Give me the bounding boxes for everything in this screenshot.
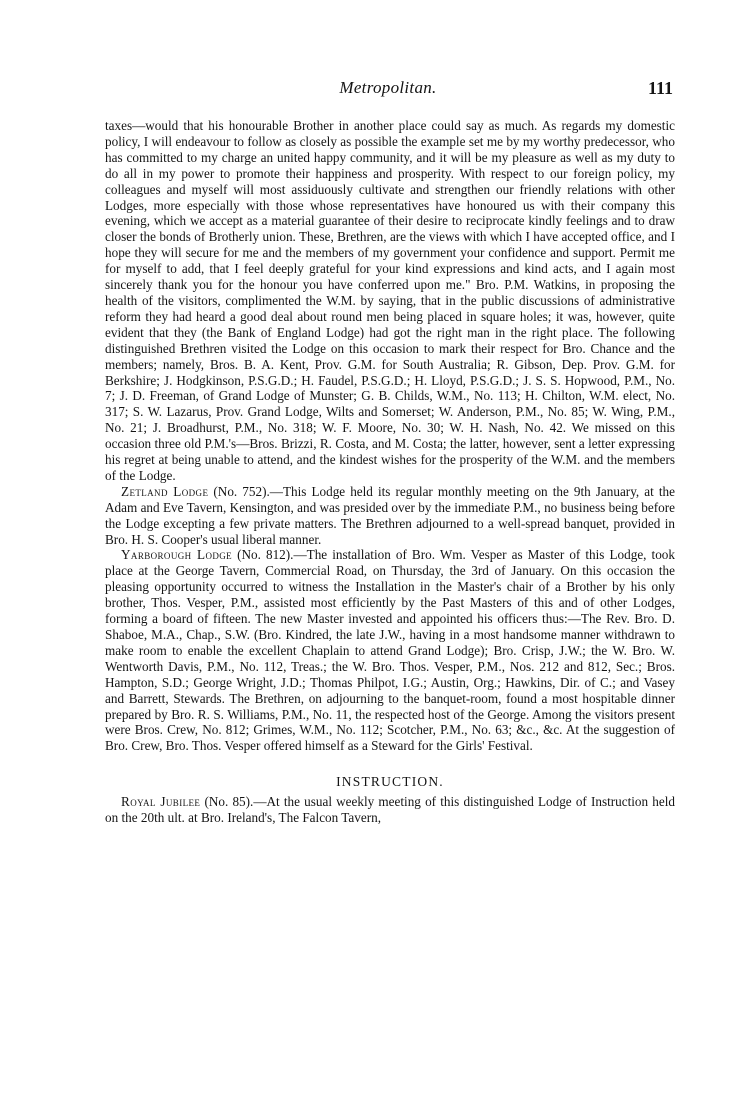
- paragraph-text: (No. 85).—At the usual weekly meeting of this distinguished Lodge of Instruction held on the 20th ult. at Bro. Ireland's, The Falcon Tavern,: [105, 794, 675, 826]
- paragraph-text: (No. 752).—This Lodge held its regular monthly meeting on the 9th January, at the Adam and Eve Tavern, Kensington, and was presided over by the immediate P.M., no business being before the Lodge excepting a few private matters. The Brethren adjourned to a well-spread banquet, provided in Bro. H. S. Cooper's usual liberal manner.: [105, 483, 675, 547]
- lodge-name: Royal Jubilee: [121, 794, 201, 810]
- paragraph-yarborough-lodge: [105, 547, 675, 754]
- paragraph-continued-speech: [105, 118, 675, 484]
- paragraph-royal-jubilee: [105, 794, 675, 826]
- article-body: [105, 118, 675, 826]
- running-title: Metropolitan.: [339, 78, 437, 97]
- running-head: [103, 78, 673, 104]
- section-heading: INSTRUCTION.: [336, 774, 444, 790]
- paragraph-text: taxes—would that his honourable Brother in another place could say as much. As regards my domestic policy, I will endeavour to follow as closely as possible the example set me by my worthy predecessor, who has committed to my charge an united happy community, and it will be my pleasure as well as my duty to do all in my power to promote their happiness and prosperity. With respect to our foreign policy, my colleagues and myself will most assiduously cultivate and strengthen our friendly relations with other Lodges, more especially with those whose representatives have honoured us with their company this evening, which we accept as a material guarantee of their desire to reciprocate kindly feelings and to draw closer the bonds of Brotherly union. These, Brethren, are the views with which I have accepted office, and I hope they will secure for me and the members of my government your confidence and support. Permit me for myself to add, that I feel deeply grateful for your kind expressions and kind acts, and I again most sincerely thank you for the honour you have conferred upon me." Bro. P.M. Watkins, in proposing the health of the visitors, complimented the W.M. by saying, that in the public discussions of administrative reform they had heard a good deal about round men being placed in square holes; it was, however, quite evident that they (the Bank of England Lodge) had got the right man in the right place. The following distinguished Brethren visited the Lodge on this occasion to mark their respect for Bro. Chance and the members; namely, Bros. B. A. Kent, Prov. G.M. for South Australia; R. Gibson, Dep. Prov. G.M. for Berkshire; J. Hodgkinson, P.S.G.D.; H. Faudel, P.S.G.D.; H. Lloyd, P.S.G.D.; J. S. S. Hopwood, P.M., No. 7; J. D. Freeman, of Grand Lodge of Munster; G. B. Childs, W.M., No. 113; H. Chilton, W.M. elect, No. 317; S. W. Lazarus, Prov. Grand Lodge, Wilts and Somerset; W. Anderson, P.M., No. 85; W. Wing, P.M., No. 21; J. Broadhurst, P.M., No. 318; W. F. Moore, No. 30; W. H. Nash, No. 42. We missed on this occasion three old P.M.'s—Bros. Brizzi, R. Costa, and M. Costa; the latter, however, sent a letter expressing his regret at being unable to attend, and the kindest wishes for the prosperity of the W.M. and the members of the Lodge.: [105, 118, 675, 483]
- lodge-name: Zetland Lodge: [121, 483, 209, 499]
- lodge-name: Yarborough Lodge: [121, 547, 233, 563]
- page-number: 111: [647, 78, 673, 98]
- paragraph-zetland-lodge: [105, 484, 675, 548]
- paragraph-text: (No. 812).—The installation of Bro. Wm. Vesper as Master of this Lodge, took place at the George Tavern, Commercial Road, on Thursday, the 3rd of January. On this occasion the pleasing opportunity occurred to witness the Installation in the Master's chair of a Brother by his only brother, Thos. Vesper, P.M., assisted most efficiently by the Past Masters of this and of other Lodges, forming a board of fifteen. The new Master invested and appointed his officers thus:—The Rev. Bro. D. Shaboe, M.A., Chap., S.W. (Bro. Kindred, the late J.W., having in a most handsome manner withdrawn to make room to enable the excellent Chaplain to attend Grand Lodge); Bro. Crisp, J.W.; the W. Bro. W. Wentworth Davis, P.M., No. 112, Treas.; the W. Bro. Thos. Vesper, P.M., Nos. 212 and 812, Sec.; Bros. Hampton, S.D.; George Wright, J.D.; Thomas Philpot, I.G.; Austin, Org.; Hawkins, Dir. of C.; and Vasey and Barrett, Stewards. The Brethren, on adjourning to the banquet-room, found a most hospitable dinner prepared by Bro. R. S. Williams, P.M., No. 11, the respected host of the George. Among the visitors present were Bros. Crew, No. 812; Grimes, W.M., No. 112; Scotcher, P.M., No. 63; &c., &c. At the suggestion of Bro. Crew, Bro. Thos. Vesper offered himself as a Steward for the Girls' Festival.: [105, 547, 675, 754]
